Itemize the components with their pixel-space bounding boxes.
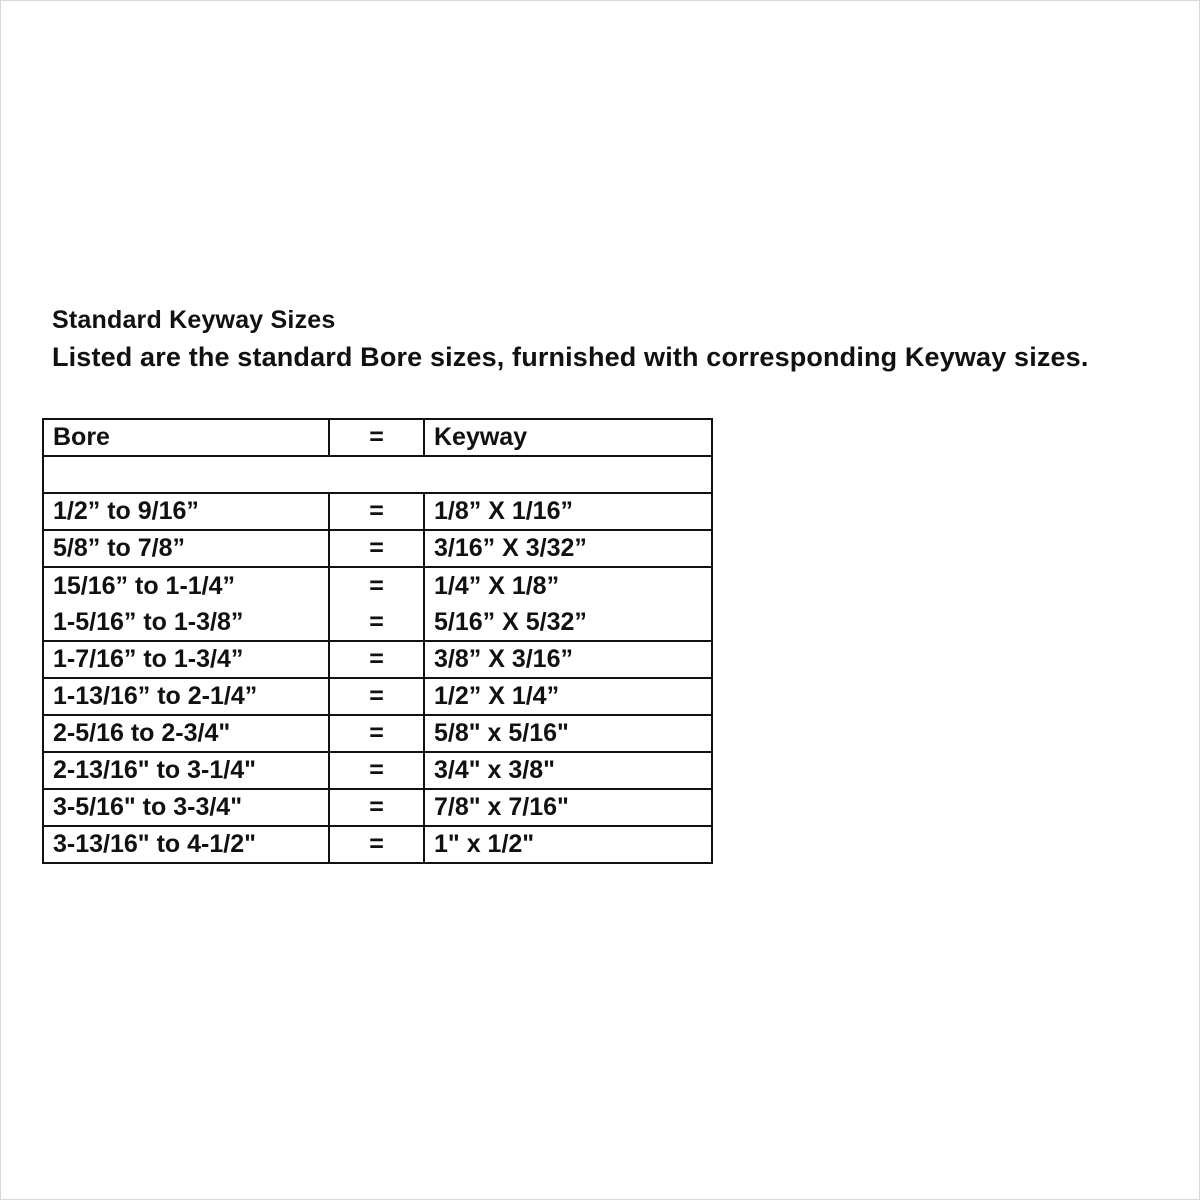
document-title: Standard Keyway Sizes bbox=[52, 306, 336, 334]
bore-cell: 1/2” to 9/16” bbox=[43, 493, 329, 530]
keyway-cell: 3/4" x 3/8" bbox=[424, 752, 712, 789]
equals-cell: = bbox=[329, 752, 424, 789]
equals-cell: = bbox=[329, 789, 424, 826]
keyway-cell: 1" x 1/2" bbox=[424, 826, 712, 863]
header-row bbox=[43, 419, 712, 456]
keyway-cell: 7/8" x 7/16" bbox=[424, 789, 712, 826]
table-row bbox=[43, 493, 712, 530]
keyway-cell: 1/8” X 1/16” bbox=[424, 493, 712, 530]
bore-cell: 1-7/16” to 1-3/4” bbox=[43, 641, 329, 678]
bore-cell: 1-13/16” to 2-1/4” bbox=[43, 678, 329, 715]
bore-cell: 1-5/16” to 1-3/8” bbox=[43, 604, 329, 641]
table-row bbox=[43, 678, 712, 715]
bore-cell: 2-5/16 to 2-3/4" bbox=[43, 715, 329, 752]
bore-cell: 3-13/16" to 4-1/2" bbox=[43, 826, 329, 863]
equals-cell: = bbox=[329, 604, 424, 641]
header-bore: Bore bbox=[43, 419, 329, 456]
bore-cell: 15/16” to 1-1/4” bbox=[43, 567, 329, 604]
table-row bbox=[43, 826, 712, 863]
table-row bbox=[43, 567, 712, 604]
table-row bbox=[43, 789, 712, 826]
header-keyway: Keyway bbox=[424, 419, 712, 456]
keyway-cell: 3/8” X 3/16” bbox=[424, 641, 712, 678]
table-row bbox=[43, 752, 712, 789]
blank-cell bbox=[43, 456, 712, 493]
table-row bbox=[43, 530, 712, 567]
bore-cell: 5/8” to 7/8” bbox=[43, 530, 329, 567]
keyway-cell: 1/4” X 1/8” bbox=[424, 567, 712, 604]
keyway-cell: 1/2” X 1/4” bbox=[424, 678, 712, 715]
blank-row bbox=[43, 456, 712, 493]
table-row bbox=[43, 641, 712, 678]
equals-cell: = bbox=[329, 567, 424, 604]
equals-cell: = bbox=[329, 493, 424, 530]
keyway-cell: 5/8" x 5/16" bbox=[424, 715, 712, 752]
bore-cell: 2-13/16" to 3-1/4" bbox=[43, 752, 329, 789]
table-row bbox=[43, 604, 712, 641]
keyway-cell: 3/16” X 3/32” bbox=[424, 530, 712, 567]
document-subtitle: Listed are the standard Bore sizes, furnished with corresponding Keyway sizes. bbox=[52, 342, 1089, 372]
bore-cell: 3-5/16" to 3-3/4" bbox=[43, 789, 329, 826]
keyway-cell: 5/16” X 5/32” bbox=[424, 604, 712, 641]
header-separator: = bbox=[329, 419, 424, 456]
equals-cell: = bbox=[329, 641, 424, 678]
equals-cell: = bbox=[329, 678, 424, 715]
equals-cell: = bbox=[329, 715, 424, 752]
table-row bbox=[43, 715, 712, 752]
equals-cell: = bbox=[329, 826, 424, 863]
equals-cell: = bbox=[329, 530, 424, 567]
keyway-table bbox=[42, 418, 713, 864]
